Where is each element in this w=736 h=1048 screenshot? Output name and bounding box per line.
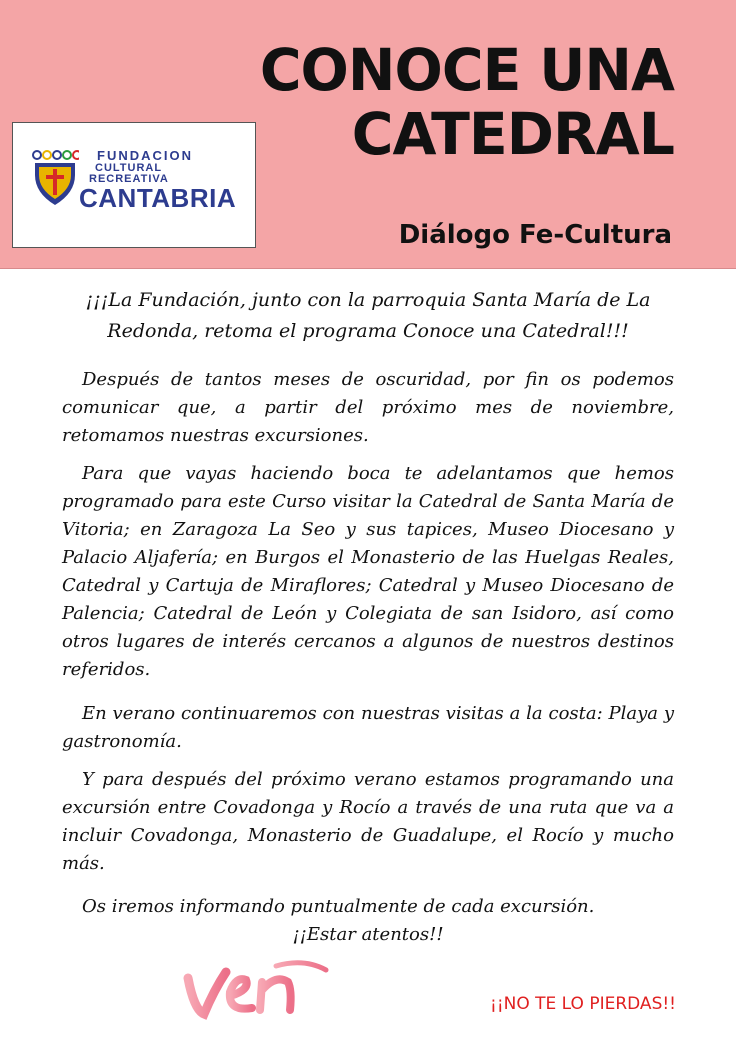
cta-text: ¡¡NO TE LO PIERDAS!! <box>490 994 676 1014</box>
fundacion-logo <box>12 122 256 248</box>
logo-line-1: FUNDACION <box>97 148 193 163</box>
closing-line-1: Os iremos informando puntualmente de cada excursión. <box>82 896 595 917</box>
logo-line-4: CANTABRIA <box>79 183 237 213</box>
intro-text: ¡¡¡La Fundación, junto con la parroquia Santa María de La Redonda, retoma el programa Conoce una Catedral!!! <box>85 289 651 342</box>
logo-line-3: RECREATIVA <box>89 173 169 185</box>
closing-line-2: ¡¡Estar atentos!! <box>292 924 444 945</box>
logo-wordmark <box>79 149 236 211</box>
header-banner <box>0 0 736 269</box>
title-line-2: CATEDRAL <box>351 100 674 168</box>
page-subtitle: Diálogo Fe-Cultura <box>398 220 672 250</box>
ven-logo <box>180 950 330 1026</box>
paragraph-4: Y para después del próximo verano estamos programando una excursión entre Covadonga y Rocío a través de una ruta que va a incluir Covadonga, Monasterio de Guadalupe, el Rocío y mucho más. <box>62 769 674 874</box>
paragraph-1: Después de tantos meses de oscuridad, por fin os podemos comunicar que, a partir del próximo mes de noviembre, retomamos nuestras excursiones. <box>62 369 674 446</box>
title-line-1: CONOCE UNA <box>259 36 674 104</box>
logo-line-2: CULTURAL <box>95 162 163 174</box>
crest-icon <box>31 149 79 225</box>
paragraph-2: Para que vayas haciendo boca te adelantamos que hemos programado para este Curso visitar la Catedral de Santa María de Vitoria; en Zaragoza La Seo y sus tapices, Museo Diocesano y Palacio Aljafería; en Burgos el Monasterio de las Huelgas Reales, Catedral y Cartuja de Miraflores; Catedral y Museo Diocesano de Palencia; Catedral de León y Colegiata de san Isidoro, así como otros lugares de interés cercanos a algunos de nuestros destinos referidos. <box>62 463 674 680</box>
paragraph-3: En verano continuaremos con nuestras visitas a la costa: Playa y gastronomía. <box>62 703 674 752</box>
